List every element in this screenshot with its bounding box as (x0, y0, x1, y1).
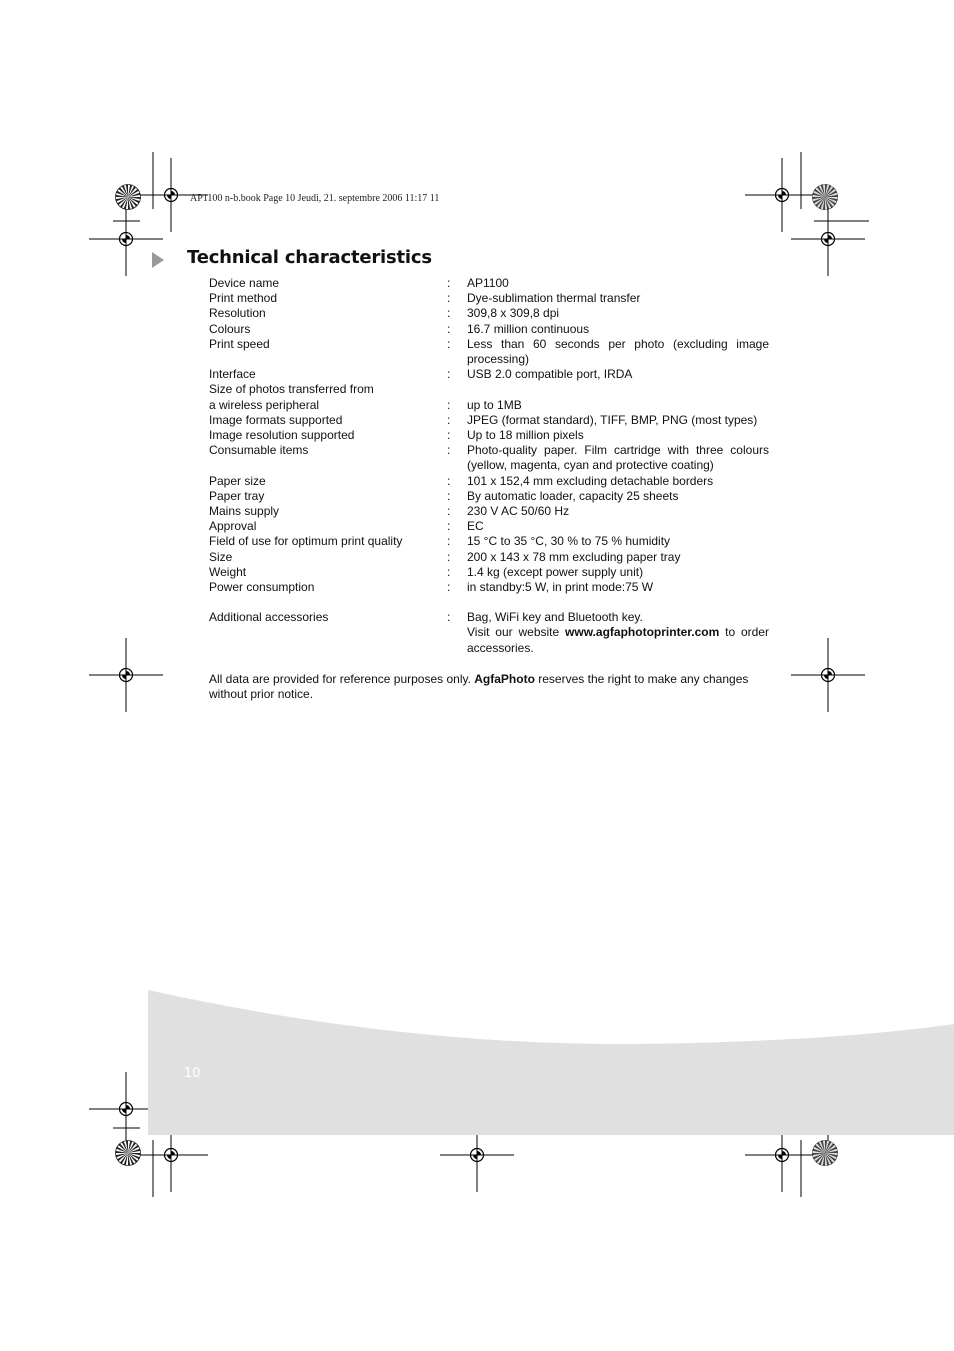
spec-separator: : (447, 428, 451, 443)
disclaimer-text-end: reserves the right to make any changes without prior notice. (209, 672, 749, 702)
spec-value (467, 382, 769, 397)
spec-row (209, 291, 769, 306)
spec-label: Colours (209, 321, 251, 336)
spec-label: Field of use for optimum print quality (209, 534, 403, 549)
spec-row (209, 519, 769, 534)
spec-row (209, 276, 769, 291)
disclaimer-text: All data are provided for reference purposes only. (209, 672, 475, 686)
spec-label: Power consumption (209, 580, 315, 595)
brand-name: AgfaPhoto (474, 672, 535, 686)
accessories-text-end: to order accessories. (467, 625, 769, 655)
spec-label: a wireless peripheral (209, 397, 320, 412)
spec-separator: : (447, 321, 451, 336)
spec-label: Interface (209, 367, 256, 382)
specifications-table (209, 276, 769, 656)
spacer-row (209, 595, 769, 610)
spec-value: 200 x 143 x 78 mm excluding paper tray (467, 549, 681, 564)
spec-row (209, 413, 769, 428)
print-slug: AP1100 n-b.book Page 10 Jeudi, 21. septembre 2006 11:17 11 (190, 193, 440, 204)
star-target-icon (813, 185, 838, 210)
spec-label: Consumable items (209, 443, 309, 458)
spec-row (209, 337, 769, 367)
spec-separator: : (447, 306, 451, 321)
spec-value: EC (467, 519, 484, 534)
spec-row (209, 565, 769, 580)
spec-separator: : (447, 549, 451, 564)
spec-value: 15 °C to 35 °C, 30 % to 75 % humidity (467, 534, 671, 549)
spec-row (209, 504, 769, 519)
section-arrow-icon (152, 252, 164, 268)
spec-value: Less than 60 seconds per photo (excluding image processing) (467, 336, 769, 367)
accessories-line: Bag, WiFi key and Bluetooth key. (467, 610, 643, 625)
spec-row (209, 580, 769, 595)
spec-value: AP1100 (467, 276, 509, 290)
disclaimer (209, 672, 769, 702)
spec-separator: : (447, 412, 451, 427)
spec-separator: : (447, 519, 451, 534)
spec-row (209, 382, 769, 397)
spec-value: in standby:5 W, in print mode:75 W (467, 580, 654, 595)
spec-row-accessories (209, 610, 769, 656)
footer-band (148, 990, 954, 1135)
spec-value: 16.7 million continuous (467, 321, 590, 336)
spec-label: Size (209, 549, 233, 564)
spec-row (209, 489, 769, 504)
spec-label: Additional accessories (209, 610, 329, 625)
registration-mark-icon (791, 638, 865, 712)
spec-value: Up to 18 million pixels (467, 428, 584, 443)
star-target-icon (813, 1141, 838, 1166)
spec-row (209, 322, 769, 337)
spec-separator: : (447, 610, 451, 625)
website-link[interactable]: www.agfaphotoprinter.com (565, 625, 720, 640)
spec-separator: : (447, 367, 451, 382)
spec-row (209, 550, 769, 565)
spec-row (209, 443, 769, 473)
spec-value: up to 1MB (467, 397, 522, 412)
spec-separator: : (447, 473, 451, 488)
spec-value: 230 V AC 50/60 Hz (467, 504, 570, 519)
spec-separator: : (447, 488, 451, 503)
spec-label: Print method (209, 291, 278, 306)
spec-separator: : (447, 534, 451, 549)
spec-value (467, 610, 769, 656)
spec-value: By automatic loader, capacity 25 sheets (467, 488, 679, 503)
spec-row (209, 474, 769, 489)
accessories-text: Visit our website (467, 625, 566, 640)
registration-mark-icon (791, 202, 865, 276)
spec-row (209, 428, 769, 443)
registration-mark-icon (745, 158, 819, 232)
page-title: Technical characteristics (187, 247, 432, 268)
spec-value: 101 x 152,4 mm excluding detachable borders (467, 473, 714, 488)
spec-row (209, 367, 769, 382)
spec-row (209, 534, 769, 549)
spec-value: Dye-sublimation thermal transfer (467, 291, 641, 306)
spec-separator: : (447, 291, 451, 306)
spec-label: Print speed (209, 336, 270, 351)
spec-separator: : (447, 443, 451, 458)
spec-separator: : (447, 504, 451, 519)
spec-label: Device name (209, 276, 280, 290)
spec-value: JPEG (format standard), TIFF, BMP, PNG (most types) (467, 412, 758, 427)
spec-separator: : (447, 580, 451, 595)
spec-value: USB 2.0 compatible port, IRDA (467, 367, 633, 382)
spec-label: Resolution (209, 306, 266, 321)
spec-label: Image formats supported (209, 412, 343, 427)
spec-separator: : (447, 564, 451, 579)
spec-row (209, 306, 769, 321)
spec-label: Size of photos transferred from (209, 382, 374, 397)
spec-separator: : (447, 336, 451, 351)
spec-label: Weight (209, 564, 247, 579)
spec-label: Approval (209, 519, 257, 534)
spec-value: 309,8 x 309,8 dpi (467, 306, 560, 321)
spec-row (209, 398, 769, 413)
star-target-icon (116, 185, 141, 210)
page-number: 10 (184, 1066, 201, 1081)
spec-separator (447, 382, 467, 397)
spec-label: Image resolution supported (209, 428, 355, 443)
registration-mark-icon (89, 638, 163, 712)
spec-label: Mains supply (209, 504, 280, 519)
spec-label: Paper tray (209, 488, 265, 503)
star-target-icon (116, 1141, 141, 1166)
spec-label: Paper size (209, 473, 266, 488)
spec-separator: : (447, 397, 451, 412)
spec-separator: : (447, 276, 451, 290)
spec-value: 1.4 kg (except power supply unit) (467, 564, 644, 579)
spec-value: Photo-quality paper. Film cartridge with three colours (yellow, magenta, cyan and protective coating) (467, 443, 769, 473)
